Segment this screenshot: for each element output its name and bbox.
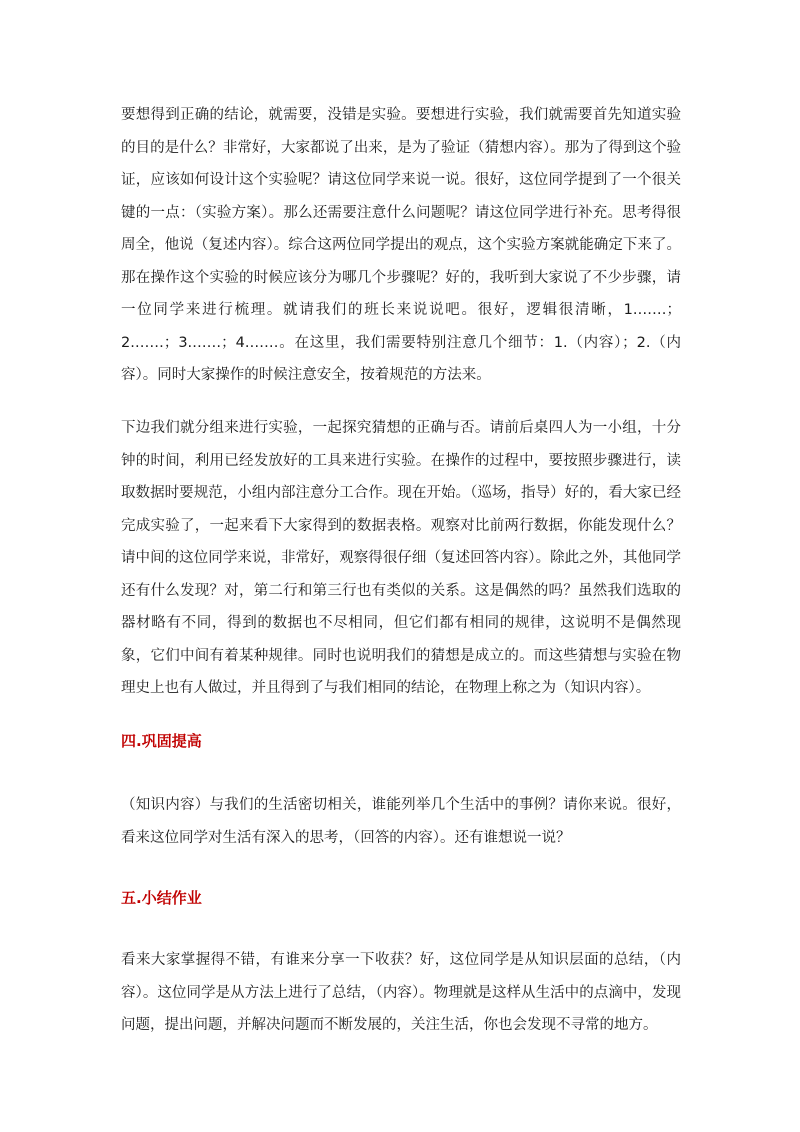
group-experiment-paragraph: 下边我们就分组来进行实验，一起探究猜想的正确与否。请前后桌四人为一小组，十分钟的时间，利用已经发放好的工具来进行实验。在操作的过程中，要按照步骤进行，读取数据时要规范，小组内部注意分工合作。现在开始。（巡场，指导）好的，看大家已经完成实验了，一起来看下大家得到的数据表格。观察对比前两行数据，你能发现什么？请中间的这位同学来说，非常好，观察得很仔细（复述回答内容）。除此之外，其他同学还有什么发现？对，第二行和第三行也有类似的关系。这是偶然的吗？虽然我们选取的器材略有不同，得到的数据也不尽相同，但它们都有相同的规律，这说明不是偶然现象，它们中间有着某种规律。同时也说明我们的猜想是成立的。而这些猜想与实验在物理史上也有人做过，并且得到了与我们相同的结论，在物理上称之为（知识内容）。 <box>121 420 681 696</box>
summary-paragraph: 看来大家掌握得不错，有谁来分享一下收获？好，这位同学是从知识层面的总结，（内容）。这位同学是从方法上进行了总结，（内容）。物理就是这样从生活中的点滴中，发现问题，提出问题，并解决问题而不断发展的，关注生活，你也会发现不寻常的地方。 <box>121 952 681 1033</box>
section-heading-summary: 五.小结作业 <box>121 889 202 907</box>
consolidation-paragraph: （知识内容）与我们的生活密切相关，谁能列举几个生活中的事例？请你来说。很好，看来这位同学对生活有深入的思考，（回答的内容）。还有谁想说一说？ <box>121 797 681 846</box>
section-heading-consolidate: 四.巩固提高 <box>121 732 202 750</box>
experiment-design-paragraph: 要想得到正确的结论，就需要，没错是实验。要想进行实验，我们就需要首先知道实验的目的是什么？非常好，大家都说了出来，是为了验证（猜想内容）。那为了得到这个验证，应该如何设计这个实验呢？请这位同学来说一说。很好，这位同学提到了一个很关键的一点：（实验方案）。那么还需要注意什么问题呢？请这位同学进行补充。思考得很周全，他说（复述内容）。综合这两位同学提出的观点，这个实验方案就能确定下来了。那在操作这个实验的时候应该分为哪几个步骤呢？好的，我听到大家说了不少步骤，请一位同学来进行梳理。就请我们的班长来说说吧。很好，逻辑很清晰，1.……；2.……；3.……；4.……。在这里，我们需要特别注意几个细节：1.（内容）；2.（内容）。同时大家操作的时候注意安全，按着规范的方法来。 <box>121 107 681 383</box>
